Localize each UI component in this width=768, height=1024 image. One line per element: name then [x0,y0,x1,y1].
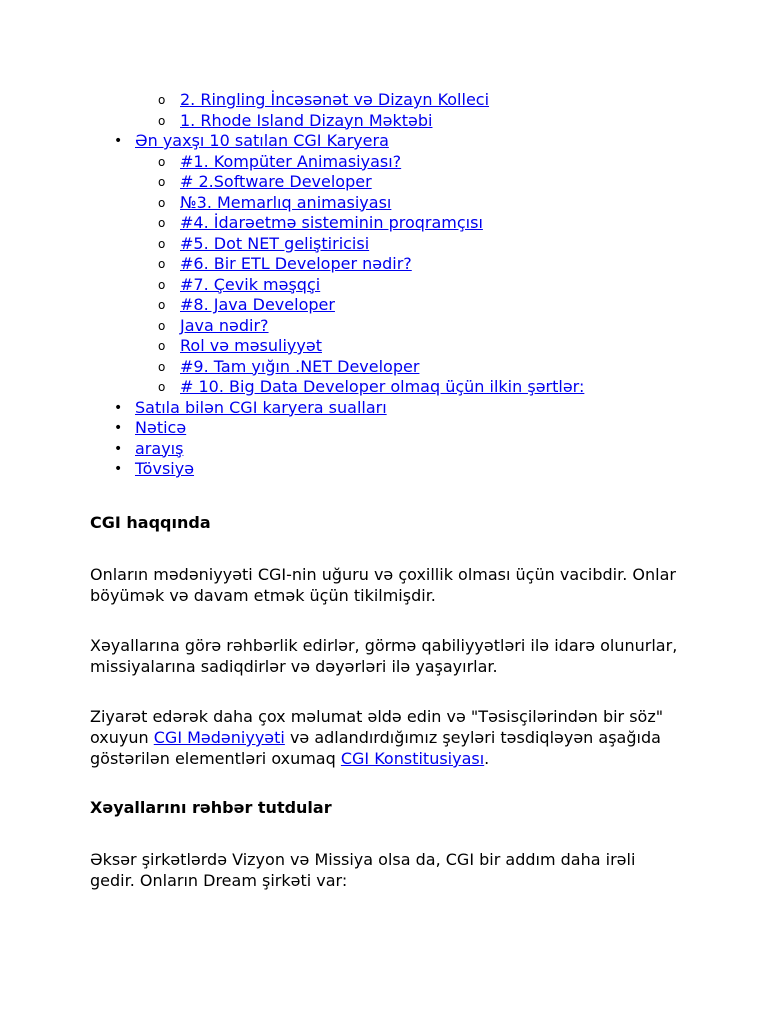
toc-link[interactable]: # 10. Big Data Developer olmaq üçün ilkin şərtlər: [180,377,585,396]
bullet-circle-icon: o [158,236,166,251]
paragraph-dreams-guided: Xəyallarına görə rəhbərlik edirlər, görmə qabiliyyətləri ilə idarə olunurlar, missiyalarına sadiqdirlər və dəyərləri ilə yaşayırlar. [90,636,678,676]
toc-item [0,90,768,111]
paragraph-vision-mission: Əksər şirkətlərdə Vizyon və Missiya olsa da, CGI bir addım daha irəli gedir. Onların Dream şirkəti var: [90,850,636,890]
paragraph-visit [90,706,680,769]
bullet-disc-icon: • [114,461,123,477]
toc-item [0,275,768,296]
toc-item [0,295,768,316]
bullet-circle-icon: o [158,175,166,189]
toc-item [0,459,768,480]
toc-item [0,111,768,132]
bullet-disc-icon: • [114,420,123,436]
paragraph-visit-text-3: . [484,749,490,768]
toc-link[interactable]: #9. Tam yığın .NET Developer [180,356,420,376]
bullet-circle-icon: o [158,359,166,374]
bullet-circle-icon: o [158,93,166,107]
toc-link[interactable]: 1. Rhode Island Dizayn Məktəbi [180,110,433,130]
toc-link[interactable]: Java nədir? [180,315,269,335]
bullet-circle-icon: o [158,216,166,230]
cgi-culture-link[interactable]: CGI Mədəniyyəti [153,728,285,747]
toc-item [0,213,768,234]
paragraph-visit-text-1: Ziyarət edərək daha çox məlumat əldə edin və "Təsisçilərindən bir söz" oxuyun [90,707,664,747]
toc-link[interactable]: #1. Kompüter Animasiyası? [180,151,402,171]
toc-link[interactable]: #5. Dot NET geliştiricisi [180,233,370,253]
toc-item [0,172,768,193]
toc-link[interactable]: #7. Çevik məşqçi [180,274,321,294]
toc-item [0,131,768,152]
cgi-constitution-link[interactable]: CGI Konstitusiyası [340,749,485,768]
toc-item [0,398,768,419]
paragraph-culture: Onların mədəniyyəti CGI-nin uğuru və çoxillik olması üçün vacibdir. Onlar böyümək və davam etmək üçün tikilmişdir. [90,565,676,605]
toc-link[interactable]: Rol və məsuliyyət [180,336,322,355]
toc-link[interactable]: #4. İdarəetmə sisteminin proqramçısı [180,213,483,232]
bullet-disc-icon: • [114,399,123,416]
bullet-circle-icon: o [158,113,166,128]
toc-link[interactable]: Satıla bilən CGI karyera sualları [135,397,387,417]
bullet-disc-icon: • [114,440,123,457]
dreams-heading: Xəyallarını rəhbər tutdular [90,798,332,817]
bullet-circle-icon: o [158,257,166,271]
toc-link[interactable]: 2. Ringling İncəsənət və Dizayn Kolleci [180,90,490,109]
toc-item [0,234,768,255]
toc-link[interactable]: Ən yaxşı 10 satılan CGI Karyera [135,131,389,150]
bullet-circle-icon: o [158,154,166,169]
about-heading: CGI haqqında [90,513,211,532]
toc-link[interactable]: №3. Memarlıq animasiyası [180,192,392,212]
toc-item [0,336,768,357]
bullet-circle-icon: o [158,380,166,394]
table-of-contents [0,90,768,480]
bullet-circle-icon: o [158,277,166,292]
toc-item [0,254,768,275]
toc-item [0,377,768,398]
bullet-circle-icon: o [158,339,166,353]
toc-item [0,316,768,337]
toc-link[interactable]: Tövsiyə [135,459,195,478]
paragraph-visit-text-2: və adlandırdığımız şeyləri təsdiqləyən aşağıda göstərilən elementləri oxumaq [90,728,661,768]
toc-item [0,418,768,439]
toc-link[interactable]: # 2.Software Developer [180,172,372,191]
toc-item [0,357,768,378]
toc-item [0,193,768,214]
toc-item [0,152,768,173]
toc-link[interactable]: arayış [135,438,184,458]
bullet-disc-icon: • [114,133,123,149]
article-content [90,512,680,891]
bullet-circle-icon: o [158,298,166,312]
toc-link[interactable]: #8. Java Developer [180,295,335,314]
toc-link[interactable]: Nəticə [135,418,187,437]
bullet-circle-icon: o [158,195,166,210]
toc-item [0,439,768,460]
toc-link[interactable]: #6. Bir ETL Developer nədir? [180,254,412,273]
bullet-circle-icon: o [158,318,166,333]
